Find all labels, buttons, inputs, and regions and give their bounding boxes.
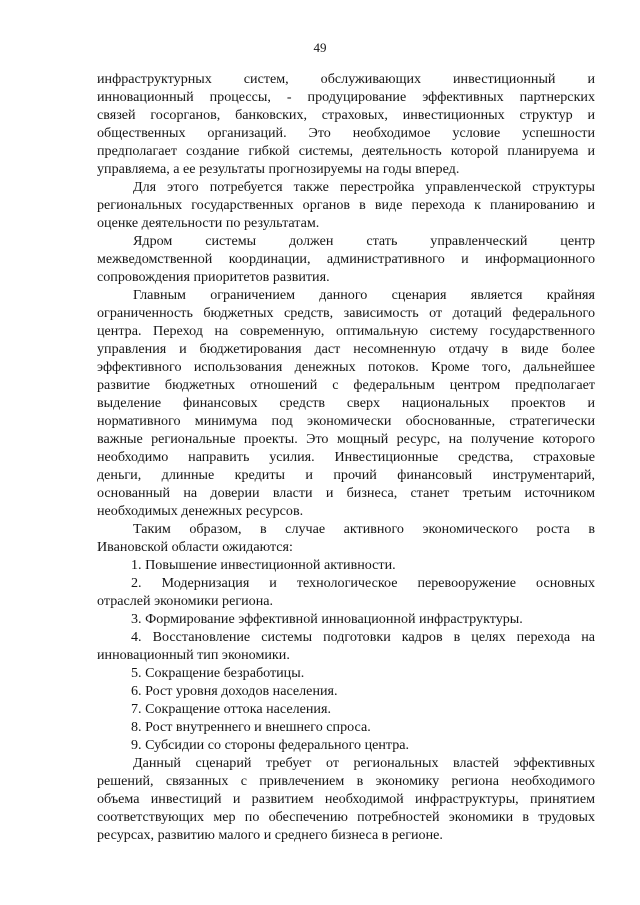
text-line: региональных государственных органов в виде перехода к планированию и — [97, 197, 595, 213]
text-line: сопровождения приоритетов развития. — [97, 269, 330, 285]
text-line: Для этого потребуется также перестройка управленческой структуры — [133, 179, 595, 195]
body-text — [97, 70, 595, 844]
text-line: объема инвестиций и развитием необходимой инфраструктуры, принятием — [97, 791, 595, 807]
text-line: предполагает создание гибкой системы, деятельность которой планируема и — [97, 143, 595, 159]
text-line: отраслей экономики региона. — [97, 593, 274, 609]
text-line: 6. Рост уровня доходов населения. — [131, 683, 338, 699]
text-line: Главным ограничением данного сценария является крайняя — [133, 287, 595, 303]
text-line: связей госорганов, банковских, страховых, инвестиционных структур и — [97, 107, 595, 123]
text-line: необходимо направить усилия. Инвестиционные средства, страховые — [97, 449, 595, 465]
text-line: оценке деятельности по результатам. — [97, 215, 320, 231]
text-line: межведомственной координации, административного и информационного — [97, 251, 595, 267]
text-line: деньги, длинные кредиты и прочий финансовый инструментарий, — [97, 467, 595, 483]
text-line: Ядром системы должен стать управленческий центр — [133, 233, 595, 249]
text-line: соответствующих мер по обеспечению потребностей экономики в трудовых — [97, 809, 595, 825]
text-line: эффективного использования денежных потоков. Кроме того, дальнейшее — [97, 359, 595, 375]
text-line: общественных организаций. Это необходимое условие успешности — [97, 125, 595, 141]
text-line: инфраструктурных систем, обслуживающих инвестиционный и — [97, 71, 595, 87]
text-line: выделение финансовых средств сверх национальных проектов и — [97, 395, 595, 411]
text-line: 7. Сокращение оттока населения. — [131, 701, 331, 717]
text-line: управления и бюджетирования даст несомненную отдачу в виде более — [97, 341, 595, 357]
text-line: 1. Повышение инвестиционной активности. — [131, 557, 396, 573]
text-line: инновационный процессы, - продуцирование эффективных партнерских — [97, 89, 595, 105]
text-line: 8. Рост внутреннего и внешнего спроса. — [131, 719, 371, 735]
page-number: 49 — [313, 40, 327, 55]
text-line: 9. Субсидии со стороны федерального центра. — [131, 737, 410, 753]
text-line: Данный сценарий требует от региональных властей эффективных — [133, 755, 595, 771]
text-line: развитие бюджетных отношений с федеральным центром предполагает — [97, 377, 595, 393]
text-line: основанный на доверии власти и бизнеса, станет третьим источником — [97, 485, 595, 501]
text-line: инновационный тип экономики. — [97, 647, 290, 663]
text-line: 3. Формирование эффективной инновационной инфраструктуры. — [131, 611, 523, 627]
text-line: решений, связанных с привлечением в экономику региона необходимого — [97, 773, 595, 789]
text-line: центра. Переход на современную, оптимальную систему государственного — [97, 323, 595, 339]
text-line: 2. Модернизация и технологическое перевооружение основных — [131, 575, 595, 591]
text-line: важные региональные проекты. Это мощный ресурс, на получение которого — [97, 431, 595, 447]
text-line: 5. Сокращение безработицы. — [131, 665, 305, 681]
text-line: 4. Восстановление системы подготовки кадров в целях перехода на — [131, 629, 595, 645]
text-line: нормативного минимума под экономически обоснованные, стратегически — [97, 413, 595, 429]
text-line: необходимых денежных ресурсов. — [97, 503, 304, 519]
text-line: управляема, а ее результаты прогнозируемы на годы вперед. — [97, 161, 460, 177]
text-line: Таким образом, в случае активного экономического роста в — [133, 521, 595, 537]
text-line: ресурсах, развитию малого и среднего бизнеса в регионе. — [97, 827, 443, 843]
text-line: ограниченность бюджетных средств, зависимость от дотаций федерального — [97, 305, 595, 321]
text-line: Ивановской области ожидаются: — [97, 539, 293, 555]
